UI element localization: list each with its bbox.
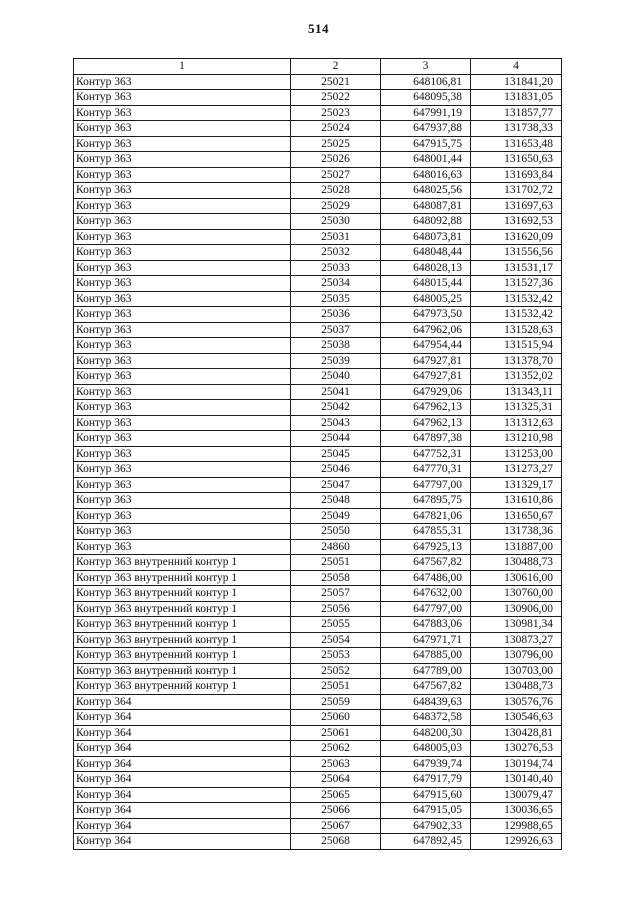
- x-coordinate-cell: 647971,71: [381, 632, 471, 648]
- contour-name-cell: Контур 363: [74, 477, 291, 493]
- contour-name-cell: Контур 363 внутренний контур 1: [74, 601, 291, 617]
- y-coordinate-cell: 131273,27: [471, 462, 562, 478]
- x-coordinate-cell: 647632,00: [381, 586, 471, 602]
- y-coordinate-cell: 129926,63: [471, 834, 562, 850]
- point-number-cell: 25043: [291, 415, 381, 431]
- table-row: [74, 245, 562, 261]
- point-number-cell: 25060: [291, 710, 381, 726]
- x-coordinate-cell: 648095,38: [381, 90, 471, 106]
- y-coordinate-cell: 131650,67: [471, 508, 562, 524]
- point-number-cell: 25059: [291, 694, 381, 710]
- contour-name-cell: Контур 363: [74, 446, 291, 462]
- point-number-cell: 25053: [291, 648, 381, 664]
- y-coordinate-cell: 131253,00: [471, 446, 562, 462]
- y-coordinate-cell: 130873,27: [471, 632, 562, 648]
- y-coordinate-cell: 131325,31: [471, 400, 562, 416]
- contour-name-cell: Контур 364: [74, 756, 291, 772]
- table-row: [74, 276, 562, 292]
- x-coordinate-cell: 647991,19: [381, 105, 471, 121]
- point-number-cell: 25050: [291, 524, 381, 540]
- y-coordinate-cell: 131692,53: [471, 214, 562, 230]
- contour-name-cell: Контур 363: [74, 462, 291, 478]
- x-coordinate-cell: 647770,31: [381, 462, 471, 478]
- x-coordinate-cell: 647927,81: [381, 353, 471, 369]
- point-number-cell: 25022: [291, 90, 381, 106]
- x-coordinate-cell: 648439,63: [381, 694, 471, 710]
- contour-name-cell: Контур 363: [74, 245, 291, 261]
- contour-name-cell: Контур 364: [74, 694, 291, 710]
- table-body: [74, 74, 562, 849]
- table-row: [74, 74, 562, 90]
- point-number-cell: 25026: [291, 152, 381, 168]
- contour-name-cell: Контур 363: [74, 322, 291, 338]
- table-row: [74, 338, 562, 354]
- contour-name-cell: Контур 363: [74, 152, 291, 168]
- contour-name-cell: Контур 363: [74, 415, 291, 431]
- x-coordinate-cell: 647752,31: [381, 446, 471, 462]
- x-coordinate-cell: 647962,13: [381, 400, 471, 416]
- table-row: [74, 539, 562, 555]
- page-number: 514: [308, 21, 329, 36]
- point-number-cell: 25038: [291, 338, 381, 354]
- x-coordinate-cell: 647939,74: [381, 756, 471, 772]
- table-row: [74, 369, 562, 385]
- point-number-cell: 25036: [291, 307, 381, 323]
- y-coordinate-cell: 131528,63: [471, 322, 562, 338]
- table-row: [74, 260, 562, 276]
- point-number-cell: 25024: [291, 121, 381, 137]
- table-row: [74, 214, 562, 230]
- contour-name-cell: Контур 363: [74, 353, 291, 369]
- x-coordinate-cell: 647915,60: [381, 787, 471, 803]
- x-coordinate-cell: 647567,82: [381, 679, 471, 695]
- x-coordinate-cell: 647486,00: [381, 570, 471, 586]
- contour-name-cell: Контур 364: [74, 725, 291, 741]
- y-coordinate-cell: 131693,84: [471, 167, 562, 183]
- point-number-cell: 25040: [291, 369, 381, 385]
- y-coordinate-cell: 130488,73: [471, 679, 562, 695]
- y-coordinate-cell: 131527,36: [471, 276, 562, 292]
- contour-name-cell: Контур 364: [74, 710, 291, 726]
- contour-name-cell: Контур 363: [74, 384, 291, 400]
- point-number-cell: 25045: [291, 446, 381, 462]
- contour-name-cell: Контур 363 внутренний контур 1: [74, 555, 291, 571]
- contour-name-cell: Контур 363: [74, 74, 291, 90]
- point-number-cell: 25037: [291, 322, 381, 338]
- table-row: [74, 415, 562, 431]
- y-coordinate-cell: 130760,00: [471, 586, 562, 602]
- y-coordinate-cell: 131620,09: [471, 229, 562, 245]
- y-coordinate-cell: 130194,74: [471, 756, 562, 772]
- contour-name-cell: Контур 364: [74, 818, 291, 834]
- table-row: [74, 632, 562, 648]
- contour-name-cell: Контур 363: [74, 539, 291, 555]
- x-coordinate-cell: 648001,44: [381, 152, 471, 168]
- table-row: [74, 167, 562, 183]
- y-coordinate-cell: 131210,98: [471, 431, 562, 447]
- table-row: [74, 183, 562, 199]
- table-row: [74, 555, 562, 571]
- table-row: [74, 462, 562, 478]
- contour-name-cell: Контур 363: [74, 105, 291, 121]
- contour-name-cell: Контур 363: [74, 400, 291, 416]
- column-header-3: 3: [381, 59, 471, 75]
- contour-name-cell: Контур 364: [74, 741, 291, 757]
- x-coordinate-cell: 647821,06: [381, 508, 471, 524]
- y-coordinate-cell: 131653,48: [471, 136, 562, 152]
- x-coordinate-cell: 648025,56: [381, 183, 471, 199]
- x-coordinate-cell: 647937,88: [381, 121, 471, 137]
- table-row: [74, 105, 562, 121]
- table-row: [74, 431, 562, 447]
- y-coordinate-cell: 131841,20: [471, 74, 562, 90]
- y-coordinate-cell: 131556,56: [471, 245, 562, 261]
- y-coordinate-cell: 131352,02: [471, 369, 562, 385]
- point-number-cell: 25066: [291, 803, 381, 819]
- contour-name-cell: Контур 363 внутренний контур 1: [74, 632, 291, 648]
- point-number-cell: 25044: [291, 431, 381, 447]
- x-coordinate-cell: 647929,06: [381, 384, 471, 400]
- x-coordinate-cell: 647954,44: [381, 338, 471, 354]
- table-row: [74, 121, 562, 137]
- point-number-cell: 25063: [291, 756, 381, 772]
- x-coordinate-cell: 647973,50: [381, 307, 471, 323]
- y-coordinate-cell: 131531,17: [471, 260, 562, 276]
- point-number-cell: 25023: [291, 105, 381, 121]
- contour-name-cell: Контур 363 внутренний контур 1: [74, 679, 291, 695]
- contour-name-cell: Контур 364: [74, 803, 291, 819]
- point-number-cell: 25046: [291, 462, 381, 478]
- y-coordinate-cell: 131831,05: [471, 90, 562, 106]
- y-coordinate-cell: 130616,00: [471, 570, 562, 586]
- y-coordinate-cell: 131532,42: [471, 307, 562, 323]
- column-header-4: 4: [471, 59, 562, 75]
- x-coordinate-cell: 647789,00: [381, 663, 471, 679]
- x-coordinate-cell: 647897,38: [381, 431, 471, 447]
- point-number-cell: 25041: [291, 384, 381, 400]
- table-row: [74, 353, 562, 369]
- y-coordinate-cell: 130488,73: [471, 555, 562, 571]
- y-coordinate-cell: 131650,63: [471, 152, 562, 168]
- point-number-cell: 25047: [291, 477, 381, 493]
- x-coordinate-cell: 647885,00: [381, 648, 471, 664]
- x-coordinate-cell: 647567,82: [381, 555, 471, 571]
- contour-name-cell: Контур 363: [74, 90, 291, 106]
- x-coordinate-cell: 648372,58: [381, 710, 471, 726]
- column-header-2: 2: [291, 59, 381, 75]
- table-row: [74, 787, 562, 803]
- contour-name-cell: Контур 363 внутренний контур 1: [74, 570, 291, 586]
- point-number-cell: 25042: [291, 400, 381, 416]
- point-number-cell: 25032: [291, 245, 381, 261]
- x-coordinate-cell: 647797,00: [381, 601, 471, 617]
- table-row: [74, 291, 562, 307]
- point-number-cell: 25058: [291, 570, 381, 586]
- contour-name-cell: Контур 363: [74, 524, 291, 540]
- point-number-cell: 25057: [291, 586, 381, 602]
- table-row: [74, 307, 562, 323]
- contour-name-cell: Контур 363: [74, 198, 291, 214]
- contour-name-cell: Контур 363: [74, 307, 291, 323]
- point-number-cell: 25068: [291, 834, 381, 850]
- y-coordinate-cell: 130796,00: [471, 648, 562, 664]
- contour-name-cell: Контур 363: [74, 431, 291, 447]
- point-number-cell: 25030: [291, 214, 381, 230]
- contour-name-cell: Контур 363: [74, 291, 291, 307]
- y-coordinate-cell: 131515,94: [471, 338, 562, 354]
- table-row: [74, 198, 562, 214]
- x-coordinate-cell: 648005,03: [381, 741, 471, 757]
- table-row: [74, 508, 562, 524]
- contour-name-cell: Контур 364: [74, 787, 291, 803]
- point-number-cell: 25039: [291, 353, 381, 369]
- y-coordinate-cell: 131312,63: [471, 415, 562, 431]
- point-number-cell: 25025: [291, 136, 381, 152]
- table-row: [74, 694, 562, 710]
- y-coordinate-cell: 131738,33: [471, 121, 562, 137]
- table-row: [74, 803, 562, 819]
- contour-name-cell: Контур 364: [74, 834, 291, 850]
- point-number-cell: 25051: [291, 679, 381, 695]
- y-coordinate-cell: 129988,65: [471, 818, 562, 834]
- contour-name-cell: Контур 363: [74, 136, 291, 152]
- y-coordinate-cell: 131702,72: [471, 183, 562, 199]
- point-number-cell: 25061: [291, 725, 381, 741]
- point-number-cell: 25055: [291, 617, 381, 633]
- point-number-cell: 24860: [291, 539, 381, 555]
- contour-name-cell: Контур 363: [74, 121, 291, 137]
- contour-name-cell: Контур 364: [74, 772, 291, 788]
- y-coordinate-cell: 130276,53: [471, 741, 562, 757]
- y-coordinate-cell: 130703,00: [471, 663, 562, 679]
- x-coordinate-cell: 648016,63: [381, 167, 471, 183]
- y-coordinate-cell: 131343,11: [471, 384, 562, 400]
- column-header-1: 1: [74, 59, 291, 75]
- point-number-cell: 25031: [291, 229, 381, 245]
- x-coordinate-cell: 648087,81: [381, 198, 471, 214]
- x-coordinate-cell: 647915,75: [381, 136, 471, 152]
- x-coordinate-cell: 647925,13: [381, 539, 471, 555]
- x-coordinate-cell: 647902,33: [381, 818, 471, 834]
- table-row: [74, 772, 562, 788]
- table-row: [74, 818, 562, 834]
- table-row: [74, 384, 562, 400]
- x-coordinate-cell: 647892,45: [381, 834, 471, 850]
- contour-name-cell: Контур 363: [74, 508, 291, 524]
- coordinates-table: [73, 58, 562, 850]
- table-row: [74, 756, 562, 772]
- x-coordinate-cell: 647917,79: [381, 772, 471, 788]
- table-row: [74, 710, 562, 726]
- table-row: [74, 663, 562, 679]
- point-number-cell: 25029: [291, 198, 381, 214]
- point-number-cell: 25021: [291, 74, 381, 90]
- y-coordinate-cell: 131857,77: [471, 105, 562, 121]
- y-coordinate-cell: 130428,81: [471, 725, 562, 741]
- point-number-cell: 25048: [291, 493, 381, 509]
- y-coordinate-cell: 131378,70: [471, 353, 562, 369]
- y-coordinate-cell: 131887,00: [471, 539, 562, 555]
- contour-name-cell: Контур 363 внутренний контур 1: [74, 648, 291, 664]
- point-number-cell: 25027: [291, 167, 381, 183]
- x-coordinate-cell: 647855,31: [381, 524, 471, 540]
- x-coordinate-cell: 647883,06: [381, 617, 471, 633]
- contour-name-cell: Контур 363: [74, 276, 291, 292]
- table-row: [74, 152, 562, 168]
- x-coordinate-cell: 647915,05: [381, 803, 471, 819]
- x-coordinate-cell: 648005,25: [381, 291, 471, 307]
- point-number-cell: 25033: [291, 260, 381, 276]
- point-number-cell: 25062: [291, 741, 381, 757]
- y-coordinate-cell: 131329,17: [471, 477, 562, 493]
- x-coordinate-cell: 647927,81: [381, 369, 471, 385]
- table-row: [74, 741, 562, 757]
- y-coordinate-cell: 131738,36: [471, 524, 562, 540]
- y-coordinate-cell: 131532,42: [471, 291, 562, 307]
- table-row: [74, 322, 562, 338]
- y-coordinate-cell: 130546,63: [471, 710, 562, 726]
- point-number-cell: 25035: [291, 291, 381, 307]
- contour-name-cell: Контур 363: [74, 183, 291, 199]
- x-coordinate-cell: 648028,13: [381, 260, 471, 276]
- point-number-cell: 25028: [291, 183, 381, 199]
- point-number-cell: 25049: [291, 508, 381, 524]
- contour-name-cell: Контур 363: [74, 493, 291, 509]
- y-coordinate-cell: 130576,76: [471, 694, 562, 710]
- contour-name-cell: Контур 363: [74, 369, 291, 385]
- contour-name-cell: Контур 363 внутренний контур 1: [74, 617, 291, 633]
- table-row: [74, 136, 562, 152]
- point-number-cell: 25034: [291, 276, 381, 292]
- table-row: [74, 400, 562, 416]
- x-coordinate-cell: 647797,00: [381, 477, 471, 493]
- x-coordinate-cell: 648073,81: [381, 229, 471, 245]
- point-number-cell: 25051: [291, 555, 381, 571]
- contour-name-cell: Контур 363: [74, 229, 291, 245]
- y-coordinate-cell: 130981,34: [471, 617, 562, 633]
- table-row: [74, 679, 562, 695]
- y-coordinate-cell: 130079,47: [471, 787, 562, 803]
- table-row: [74, 90, 562, 106]
- point-number-cell: 25064: [291, 772, 381, 788]
- y-coordinate-cell: 130036,65: [471, 803, 562, 819]
- y-coordinate-cell: 130140,40: [471, 772, 562, 788]
- table-row: [74, 570, 562, 586]
- table-row: [74, 617, 562, 633]
- point-number-cell: 25056: [291, 601, 381, 617]
- x-coordinate-cell: 648092,88: [381, 214, 471, 230]
- table-header-row: [74, 59, 562, 75]
- contour-name-cell: Контур 363: [74, 260, 291, 276]
- table-row: [74, 725, 562, 741]
- contour-name-cell: Контур 363: [74, 214, 291, 230]
- table-row: [74, 648, 562, 664]
- contour-name-cell: Контур 363 внутренний контур 1: [74, 586, 291, 602]
- point-number-cell: 25065: [291, 787, 381, 803]
- x-coordinate-cell: 648048,44: [381, 245, 471, 261]
- x-coordinate-cell: 647962,06: [381, 322, 471, 338]
- contour-name-cell: Контур 363: [74, 338, 291, 354]
- table-row: [74, 834, 562, 850]
- y-coordinate-cell: 131610,86: [471, 493, 562, 509]
- x-coordinate-cell: 648015,44: [381, 276, 471, 292]
- x-coordinate-cell: 647962,13: [381, 415, 471, 431]
- x-coordinate-cell: 648106,81: [381, 74, 471, 90]
- table-row: [74, 446, 562, 462]
- point-number-cell: 25052: [291, 663, 381, 679]
- point-number-cell: 25054: [291, 632, 381, 648]
- table-row: [74, 493, 562, 509]
- x-coordinate-cell: 648200,30: [381, 725, 471, 741]
- table-row: [74, 601, 562, 617]
- table-row: [74, 477, 562, 493]
- x-coordinate-cell: 647895,75: [381, 493, 471, 509]
- point-number-cell: 25067: [291, 818, 381, 834]
- contour-name-cell: Контур 363 внутренний контур 1: [74, 663, 291, 679]
- y-coordinate-cell: 130906,00: [471, 601, 562, 617]
- table-row: [74, 229, 562, 245]
- y-coordinate-cell: 131697,63: [471, 198, 562, 214]
- table-row: [74, 524, 562, 540]
- table-row: [74, 586, 562, 602]
- contour-name-cell: Контур 363: [74, 167, 291, 183]
